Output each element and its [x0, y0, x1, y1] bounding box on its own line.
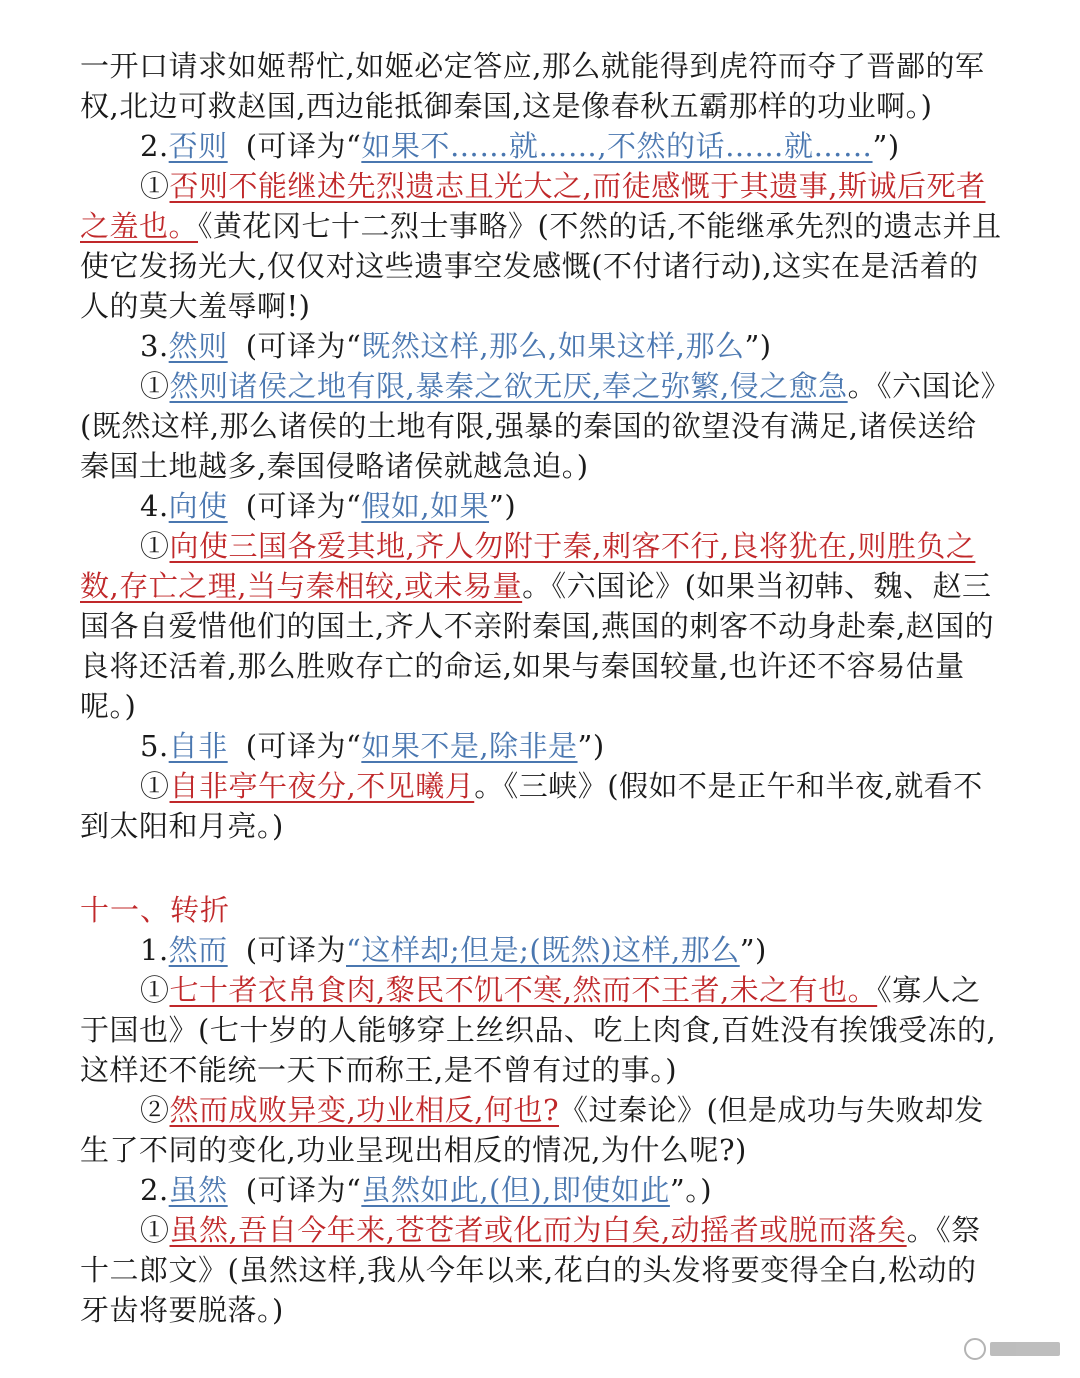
example-explanation: 《寡人之于国也》(七十岁的人能够穿上丝织品、吃上肉食,百姓没有挨饿受冻的,这样还不能统一天下而称王,是不曾有过的事。): [80, 973, 997, 1087]
term-line-ranze: [80, 326, 1002, 366]
example-quote: 然而成败异变,功业相反,何也?: [169, 1093, 560, 1127]
item-number: 4.: [140, 489, 169, 523]
example-line: [80, 1210, 1002, 1330]
example-quote: 虽然,吾自今年来,苍苍者或化而为白矣,动摇者或脱而落矣: [169, 1213, 907, 1247]
translation-prefix: (可译为“: [245, 129, 362, 163]
translation-text: “这样却;但是;(既然)这样,那么: [346, 933, 740, 967]
translation-prefix: (可译为“: [245, 1173, 362, 1207]
example-explanation: 。《六国论》(如果当初韩、魏、赵三国各自爱惜他们的国土,齐人不亲附秦国,燕国的刺客不动身赴秦,赵国的良将还活着,那么胜败存亡的命运,如果与秦国较量,也许还不容易估量呢。): [80, 569, 995, 723]
term-line-suiran: [80, 1170, 1002, 1210]
translation-text: 虽然如此,(但),即使如此: [361, 1173, 670, 1207]
example-marker: ①: [140, 169, 170, 203]
example-explanation: 。《六国论》(既然这样,那么诸侯的土地有限,强暴的秦国的欲望没有满足,诸侯送给秦国土地越多,秦国侵略诸侯就越急迫。): [80, 369, 996, 483]
example-marker: ①: [140, 369, 170, 403]
example-explanation: 《黄花冈七十二烈士事略》(不然的话,不能继承先烈的遗志并且使它发扬光大,仅仅对这些遗事空发感慨(不付诸行动),这实在是活着的人的莫大羞辱啊!): [80, 209, 1002, 323]
term-word: 向使: [168, 489, 228, 523]
translation-text: 假如,如果: [361, 489, 490, 523]
example-line: [80, 970, 1002, 1090]
example-line: [80, 366, 1002, 486]
example-line: [80, 766, 1002, 846]
translation-text: 如果不……就……,不然的话……就……: [361, 129, 873, 163]
translation-prefix: (可译为: [245, 933, 347, 967]
example-marker: ①: [140, 1213, 170, 1247]
example-quote: 自非亭午夜分,不见曦月: [169, 769, 475, 803]
translation-suffix: ”。): [669, 1173, 713, 1207]
item-number: 3.: [140, 329, 169, 363]
term-line-zifei: [80, 726, 1002, 766]
translation-suffix: ”): [489, 489, 517, 523]
example-marker: ②: [140, 1093, 170, 1127]
intro-paragraph: 一开口请求如姬帮忙,如姬必定答应,那么就能得到虎符而夺了晋鄙的军权,北边可救赵国,西边能抵御秦国,这是像春秋五霸那样的功业啊。): [80, 49, 985, 123]
term-word: 自非: [168, 729, 228, 763]
example-quote: 然则诸侯之地有限,暴秦之欲无厌,奉之弥繁,侵之愈急: [169, 369, 848, 403]
watermark-logo-icon: [964, 1338, 986, 1360]
example-marker: ①: [140, 769, 170, 803]
translation-suffix: ”): [739, 933, 767, 967]
section-heading: 十一、转折: [80, 893, 231, 927]
term-word: 虽然: [168, 1173, 228, 1207]
example-quote: 否则不能继述先烈遗志且光大之,而徒感慨于其遗事,斯诚后死者之羞也。: [80, 169, 986, 243]
translation-prefix: (可译为“: [245, 729, 362, 763]
translation-suffix: ”): [872, 129, 900, 163]
example-explanation: 。《祭十二郎文》(虽然这样,我从今年以来,花白的头发将要变得全白,松动的牙齿将要脱落。): [80, 1213, 981, 1327]
translation-suffix: ”): [744, 329, 772, 363]
item-number: 1.: [140, 933, 169, 967]
term-line-xiangshi: [80, 486, 1002, 526]
translation-text: 如果不是,除非是: [361, 729, 578, 763]
translation-prefix: (可译为“: [245, 329, 362, 363]
example-explanation: 《过秦论》(但是成功与失败却发生了不同的变化,功业呈现出相反的情况,为什么呢?): [80, 1093, 984, 1167]
example-line: [80, 1090, 1002, 1170]
term-word: 然则: [168, 329, 228, 363]
item-number: 2.: [140, 129, 169, 163]
watermark: [964, 1338, 1060, 1360]
translation-suffix: ”): [577, 729, 605, 763]
example-line: [80, 526, 1002, 726]
term-word: 然而: [168, 933, 228, 967]
term-line-raner: [80, 930, 1002, 970]
term-line-fouze: [80, 126, 1002, 166]
translation-text: 既然这样,那么,如果这样,那么: [361, 329, 745, 363]
term-word: 否则: [168, 129, 228, 163]
item-number: 2.: [140, 1173, 169, 1207]
example-quote: 七十者衣帛食肉,黎民不饥不寒,然而不王者,未之有也。: [169, 973, 878, 1007]
example-marker: ①: [140, 973, 170, 1007]
example-explanation: 。《三峡》(假如不是正午和半夜,就看不到太阳和月亮。): [80, 769, 983, 843]
example-marker: ①: [140, 529, 170, 563]
watermark-text-bar: [990, 1342, 1060, 1356]
example-quote: 向使三国各爱其地,齐人勿附于秦,刺客不行,良将犹在,则胜负之数,存亡之理,当与秦相较,或未易量: [80, 529, 976, 603]
example-line: [80, 166, 1002, 326]
translation-prefix: (可译为“: [245, 489, 362, 523]
item-number: 5.: [140, 729, 169, 763]
